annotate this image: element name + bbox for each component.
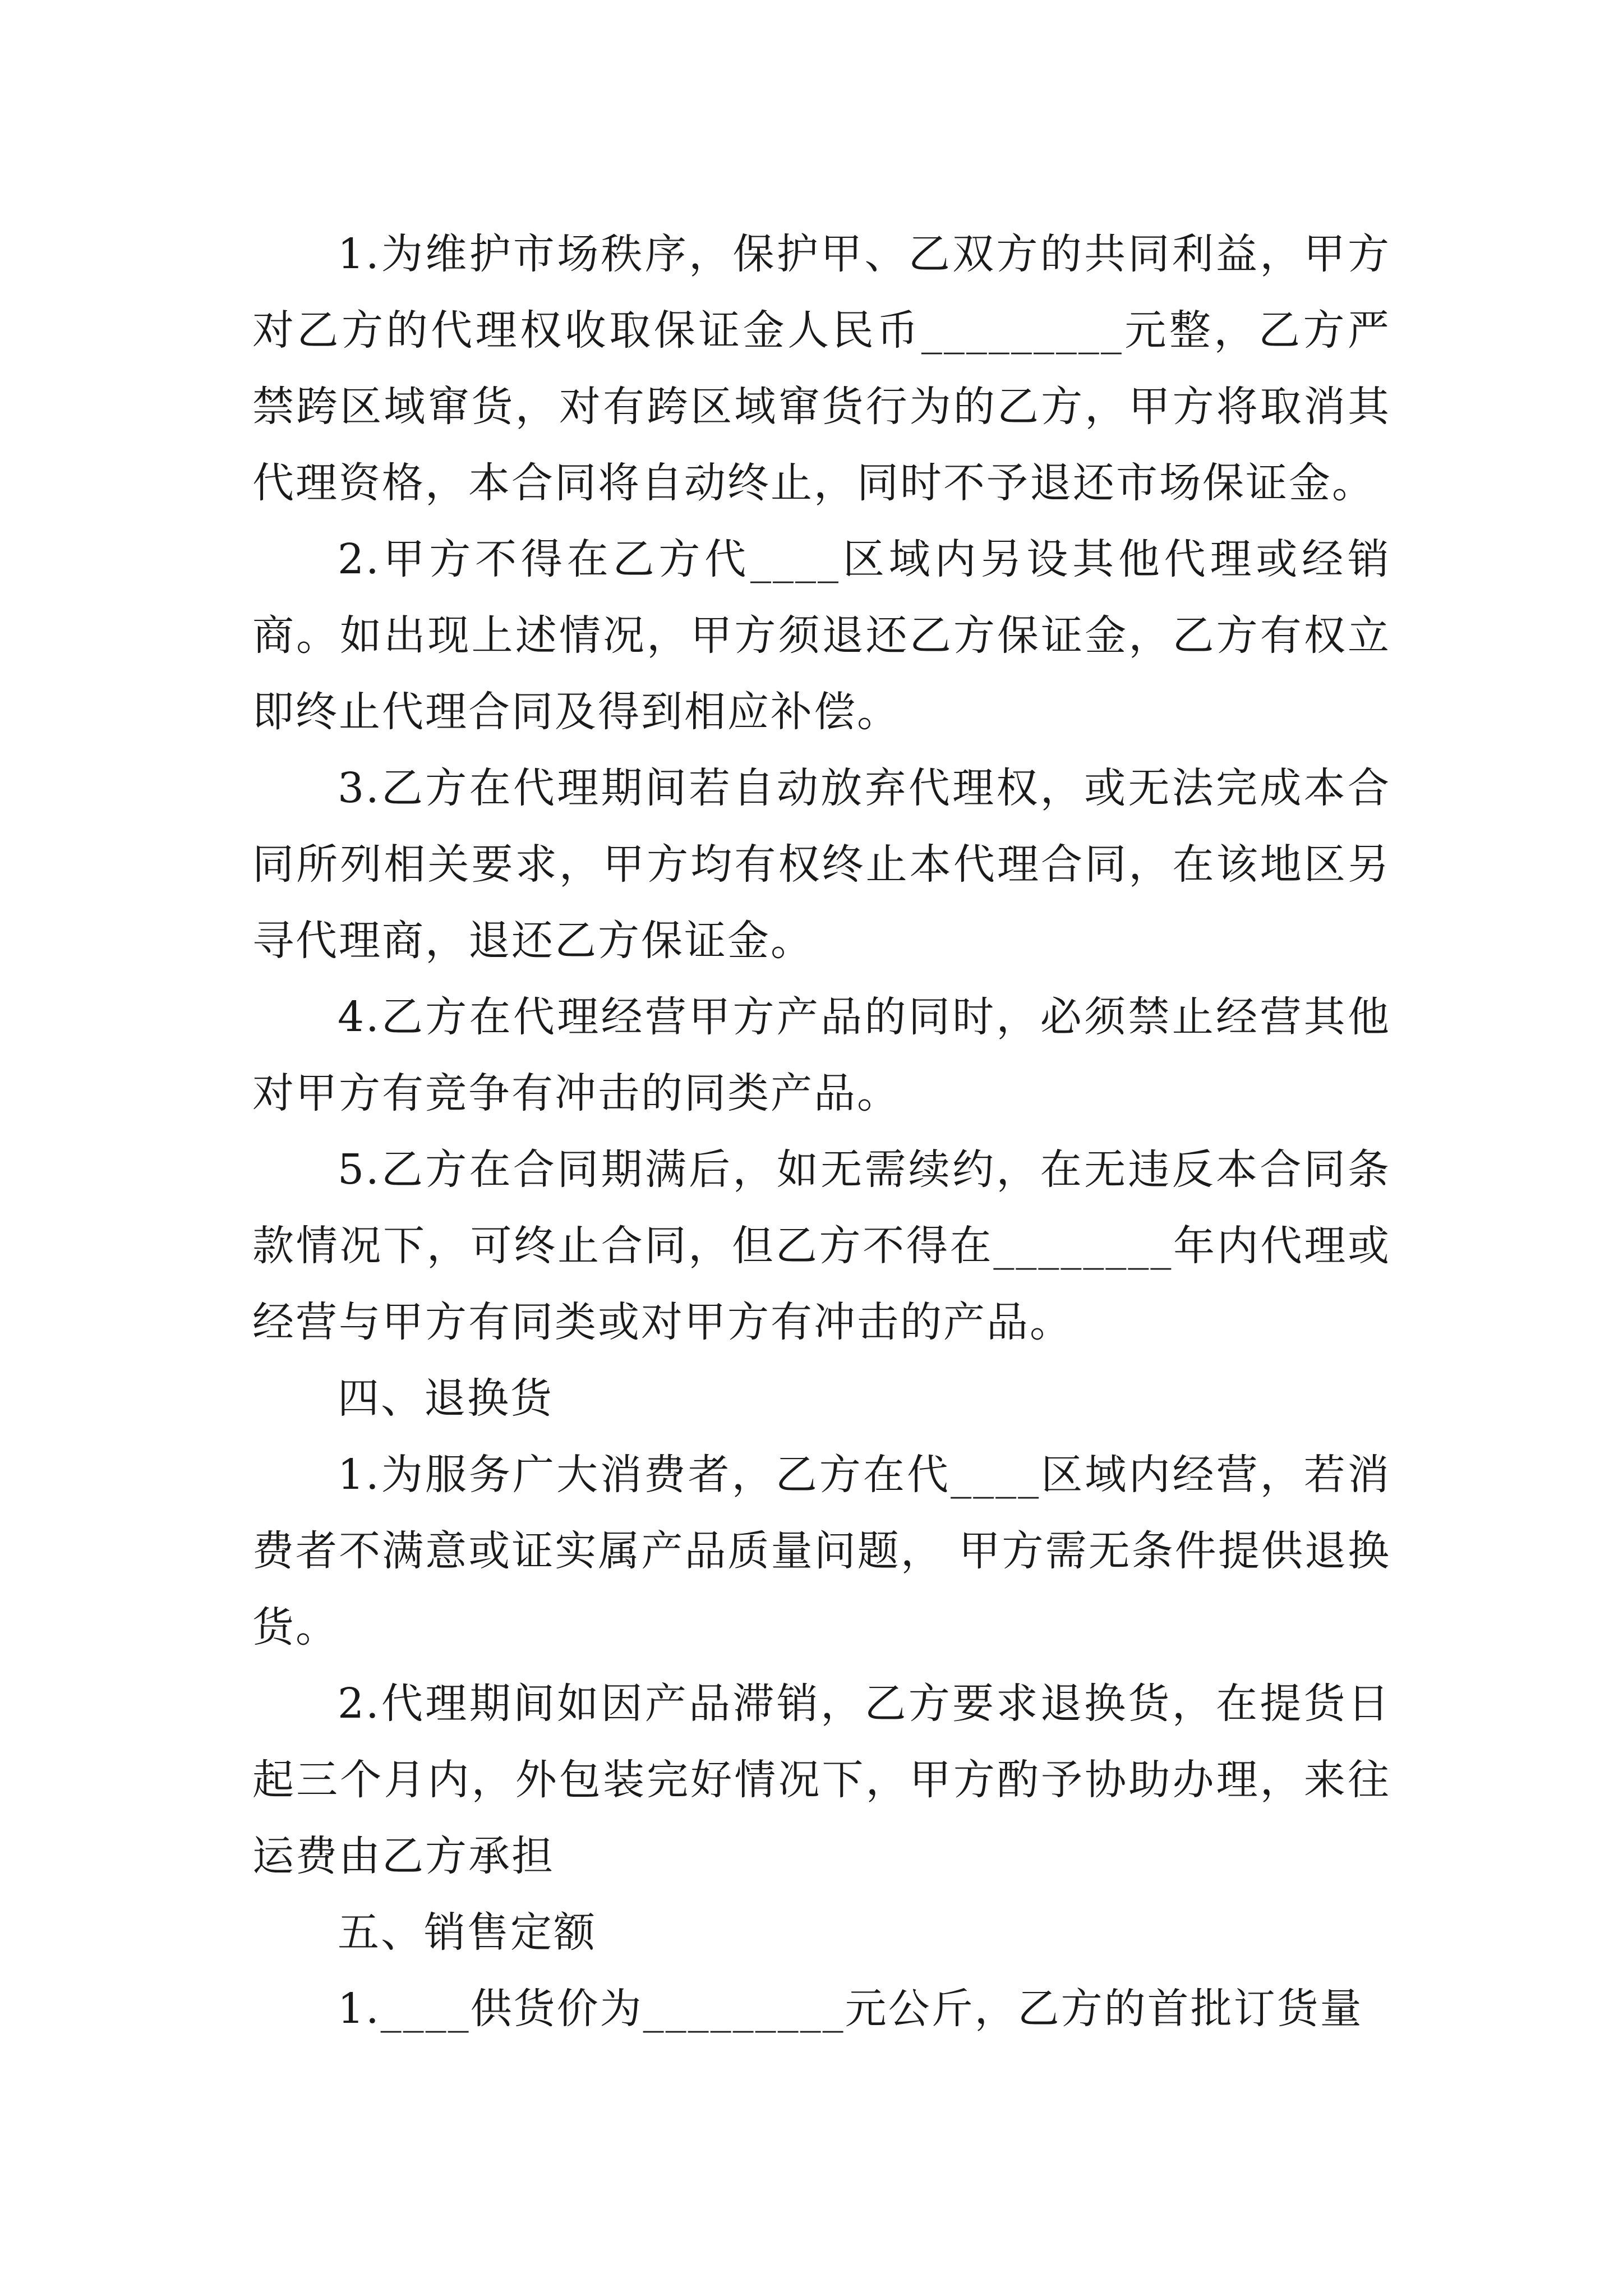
document-page bbox=[252, 216, 1391, 2047]
clause-3-4: 4.乙方在代理经营甲方产品的同时，必须禁止经营其他对甲方有竞争有冲击的同类产品。 bbox=[252, 993, 1391, 1117]
clause-3-3: 3.乙方在代理期间若自动放弃代理权，或无法完成本合同所列相关要求，甲方均有权终止本代理合同，在该地区另寻代理商，退还乙方保证金。 bbox=[252, 764, 1391, 965]
clause-3-2: 2.甲方不得在乙方代____区域内另设其他代理或经销商。如出现上述情况，甲方须退还乙方保证金，乙方有权立即终止代理合同及得到相应补偿。 bbox=[252, 535, 1391, 736]
section-heading-returns: 四、退换货 bbox=[338, 1374, 554, 1423]
clause-4-2: 2.代理期间如因产品滞销，乙方要求退换货，在提货日起三个月内，外包装完好情况下，甲方酌予协助办理，来往运费由乙方承担 bbox=[252, 1680, 1391, 1880]
clause-3-5: 5.乙方在合同期满后，如无需续约，在无违反本合同条款情况下，可终止合同，但乙方不得在________年内代理或经营与甲方有同类或对甲方有冲击的产品。 bbox=[252, 1145, 1391, 1346]
clause-4-1: 1.为服务广大消费者，乙方在代____区域内经营，若消费者不满意或证实属产品质量问题， 甲方需无条件提供退换货。 bbox=[252, 1451, 1391, 1651]
clause-3-1: 1.为维护市场秩序，保护甲、乙双方的共同利益，甲方对乙方的代理权收取保证金人民币_________元整，乙方严禁跨区域窜货，对有跨区域窜货行为的乙方，甲方将取消其代理资格，本合同将自动终止，同时不予退还市场保证金。 bbox=[252, 230, 1391, 507]
section-heading-sales-quota: 五、销售定额 bbox=[338, 1908, 597, 1957]
clause-5-1: 1.____供货价为_________元公斤，乙方的首批订货量 bbox=[338, 1985, 1363, 2033]
